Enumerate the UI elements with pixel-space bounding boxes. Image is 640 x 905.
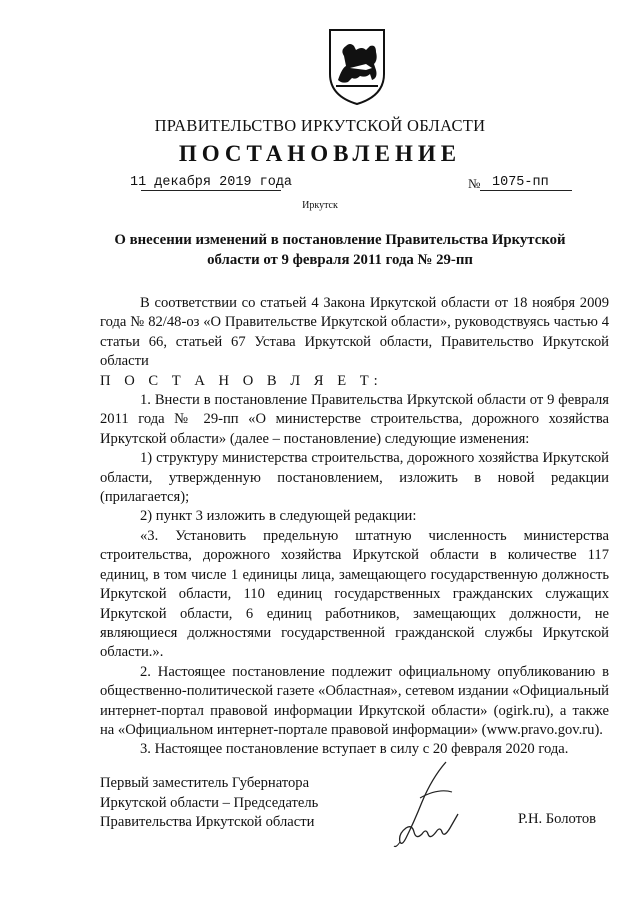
coat-of-arms-icon — [326, 28, 388, 106]
number-sign: № — [468, 176, 481, 191]
position-line-1: Первый заместитель Губернатора — [100, 775, 310, 791]
document-number: 1075-пп — [492, 175, 549, 190]
position-line-2: Иркутской области – Председатель — [100, 794, 319, 811]
decrees-heading: П О С Т А Н О В Л Я Е Т: — [100, 372, 383, 389]
city-name: Иркутск — [302, 200, 338, 211]
date-underline — [141, 190, 281, 191]
item-1-1-paragraph: 1) структуру министерства строительства, дорожного хозяйства Иркутской области, утвержденную постановлением, изложить в новой редакции (прилагается); — [100, 450, 609, 506]
government-name: ПРАВИТЕЛЬСТВО ИРКУТСКОЙ ОБЛАСТИ — [154, 116, 486, 135]
item-2-paragraph: 2. Настоящее постановление подлежит официальному опубликованию в общественно-политической газете «Областная», сетевом издании «Официальный интернет-портал правовой информации Иркутской области» (ogirk.ru), а также на «Официальном интернет-портале правовой информации» (www.pravo.gov.ru). — [100, 663, 609, 738]
document-date: 11 декабря 2019 года — [130, 175, 293, 190]
title-line-2: области от 9 февраля 2011 года № 29-пп — [207, 252, 473, 268]
document-title — [95, 230, 585, 270]
signatory-position — [100, 774, 318, 833]
document-type: ПОСТАНОВЛЕНИЕ — [178, 141, 462, 166]
number-underline — [480, 190, 572, 191]
document-body — [100, 294, 609, 760]
item-1-paragraph: 1. Внести в постановление Правительства Иркутской области от 9 февраля 2011 года № 29-пп «О министерстве строительства, дорожного хозяйства Иркутской области» (далее – постановление) следующие изменения: — [100, 392, 609, 447]
item-1-2-paragraph: 2) пункт 3 изложить в следующей редакции: — [140, 508, 417, 525]
position-line-3: Правительства Иркутской области — [100, 814, 315, 831]
title-line-1: О внесении изменений в постановление Правительства Иркутской — [114, 232, 566, 248]
item-1-2-text-paragraph: «3. Установить предельную штатную численность министерства строительства, дорожного хозяйства Иркутской области в количестве 117 единиц, в том числе 1 единицы лица, замещающего государственную должность Иркутской области, 110 единиц государственных гражданских служащих Иркутской области, 6 единиц работников, замещающих должности, не являющиеся должностями государственной гражданской службы Иркутской области.». — [100, 527, 609, 661]
signature-icon — [392, 758, 484, 850]
item-3-paragraph: 3. Настоящее постановление вступает в силу с 20 февраля 2020 года. — [140, 741, 569, 758]
preamble-paragraph: В соответствии со статьей 4 Закона Иркутской области от 18 ноября 2009 года № 82/48-оз «О Правительстве Иркутской области», руководствуясь частью 4 статьи 66, статьей 67 Устава Иркутской области, Правительство Иркутской области — [100, 295, 609, 370]
signatory-name: Р.Н. Болотов — [518, 811, 597, 827]
